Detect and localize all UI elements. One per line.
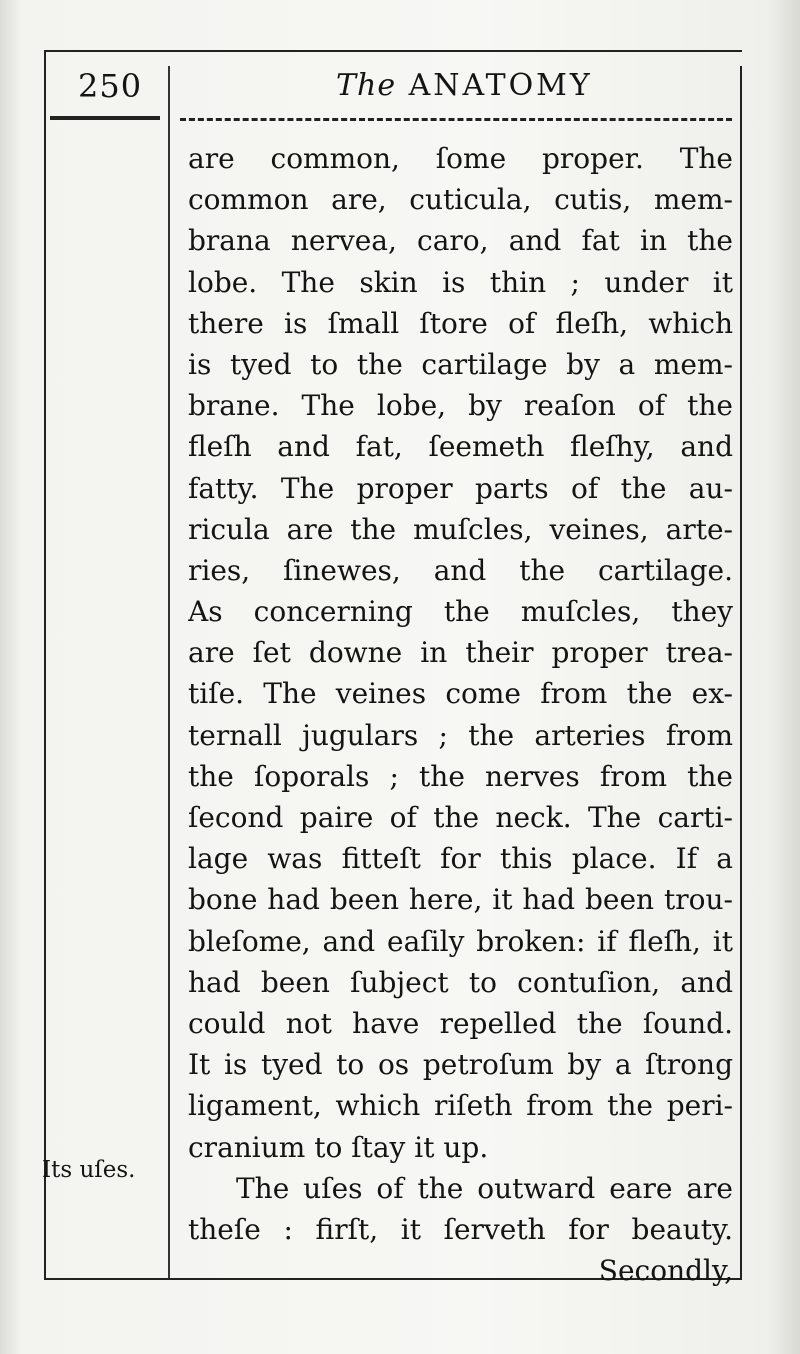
text-line: the ſoporals ; the nerves from the	[188, 759, 733, 793]
text-line: brana nervea, caro, and fat in the	[188, 224, 733, 258]
text-line: lobe. The skin is thin ; under it	[188, 265, 733, 299]
margin-note: Its uſes.	[42, 1157, 136, 1183]
text-line: lage was fitteſt for this place. If a	[188, 842, 733, 876]
text-line: bone had been here, it had been trou-	[188, 883, 733, 917]
text-line: fleſh and fat, ſeemeth fleſhy, and	[188, 430, 733, 464]
text-line: It is tyed to os petroſum by a ſtrong	[188, 1048, 733, 1082]
text-line: could not have repelled the ſound.	[188, 1006, 733, 1040]
text-line: ternall jugulars ; the arteries from	[188, 718, 733, 752]
text-line: As concerning the muſcles, they	[188, 595, 733, 629]
frame-left-rule	[44, 50, 46, 1280]
text-line: common are, cuticula, cutis, mem-	[188, 183, 733, 217]
text-line: is tyed to the cartilage by a mem-	[188, 347, 733, 381]
text-line: bleſome, and eaſily broken: if fleſh, it	[188, 924, 733, 958]
text-line: cranium to ſtay it up.	[188, 1130, 489, 1164]
text-line: there is ſmall ſtore of fleſh, which	[188, 306, 733, 340]
text-line: are common, ſome proper. The	[188, 142, 733, 175]
page-number: 250	[78, 67, 143, 105]
body-text	[188, 138, 733, 1288]
text-line: ſecond paire of the neck. The carti-	[188, 801, 733, 834]
text-line: fatty. The proper parts of the au-	[188, 471, 733, 505]
catchword: Secondly,	[598, 1254, 733, 1288]
running-head-article: The	[336, 68, 397, 103]
header-rule	[180, 118, 732, 121]
text-line: The uſes of the outward eare are	[236, 1171, 733, 1205]
text-line: brane. The lobe, by reaſon of the	[188, 389, 733, 423]
margin-column-rule	[168, 66, 170, 1278]
margin-header-rule	[50, 116, 160, 120]
running-head	[336, 64, 636, 108]
frame-top-rule	[44, 50, 742, 52]
text-line: had been ſubject to contuſion, and	[188, 965, 733, 999]
text-line: ricula are the muſcles, veines, arte-	[188, 512, 733, 546]
text-line: ligament, which riſeth from the peri-	[188, 1089, 733, 1123]
frame-right-rule	[740, 66, 742, 1280]
text-line: tiſe. The veines come from the ex-	[188, 677, 733, 711]
text-line: theſe : firſt, it ſerveth for beauty.	[188, 1212, 733, 1246]
text-line: ries, ſinewes, and the cartilage.	[188, 553, 733, 587]
text-line: are ſet downe in their proper trea-	[188, 636, 733, 670]
running-head-title: ANATOMY	[408, 68, 593, 103]
